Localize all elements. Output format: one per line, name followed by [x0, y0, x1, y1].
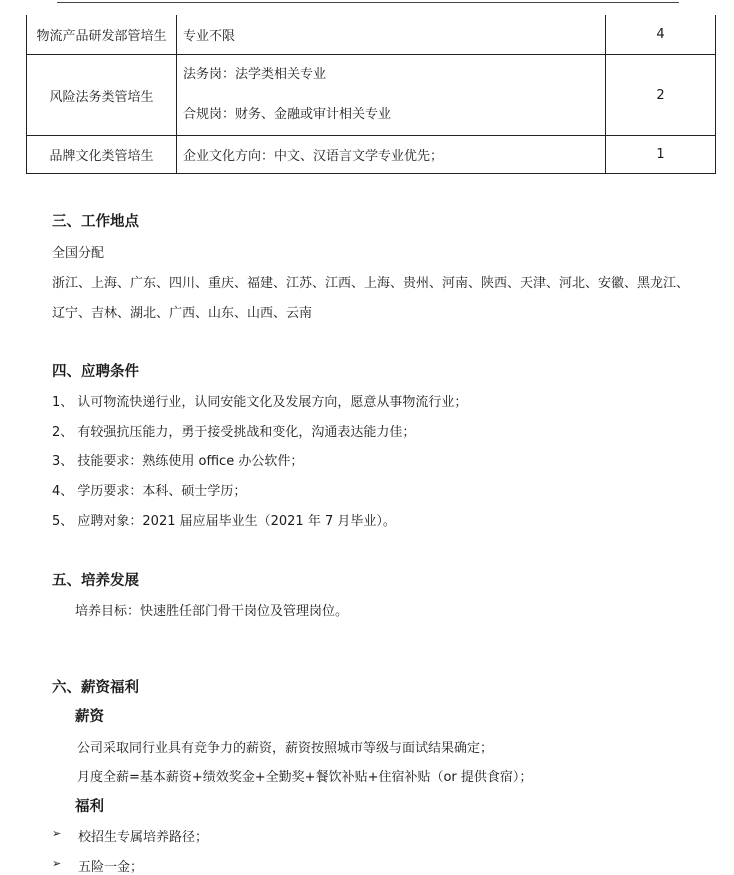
position-name: 风险法务类管培生: [27, 55, 177, 136]
requirement-item: 3、 技能要求：熟练使用 office 办公软件；: [52, 454, 304, 469]
benefit-item: 五险一金；: [78, 860, 144, 875]
salary-line: 月度全薪=基本薪资+绩效奖金+全勤奖+餐饮补贴+住宿补贴（or 提供食宿）；: [77, 770, 533, 785]
table-row: [27, 136, 716, 174]
table-row: [27, 15, 716, 55]
location-summary: 全国分配: [52, 246, 105, 261]
requirement-item: 1、 认可物流快递行业，认同安能文化及发展方向，愿意从事物流行业；: [52, 395, 468, 410]
position-requirement: [177, 55, 606, 136]
requirement-item: 4、 学历要求：本科、硕士学历；: [52, 484, 247, 499]
table-row: [27, 55, 716, 136]
bullet-arrow-icon: ➢: [52, 857, 62, 870]
section-heading-location: 三、工作地点: [52, 214, 139, 230]
position-count: 1: [606, 136, 716, 174]
section-heading-requirements: 四、应聘条件: [52, 364, 139, 380]
requirement-line: 合规岗：财务、金融或审计相关专业: [183, 107, 392, 122]
benefits-subheading: 福利: [75, 799, 104, 815]
position-requirement: 企业文化方向：中文、汉语言文学专业优先；: [177, 136, 606, 174]
bullet-arrow-icon: ➢: [52, 827, 62, 840]
position-count: 4: [606, 15, 716, 55]
location-list-line: 浙江、上海、广东、四川、重庆、福建、江苏、江西、上海、贵州、河南、陕西、天津、河北、安徽、黑龙江、: [52, 276, 690, 291]
section-heading-compensation: 六、薪资福利: [52, 680, 139, 696]
salary-subheading: 薪资: [75, 709, 104, 725]
top-rule: [57, 2, 679, 3]
position-name: 品牌文化类管培生: [27, 136, 177, 174]
benefit-item: 校招生专属培养路径；: [78, 830, 209, 845]
position-count: 2: [606, 55, 716, 136]
position-requirement: 专业不限: [177, 15, 606, 55]
salary-line: 公司采取同行业具有竞争力的薪资，薪资按照城市等级与面试结果确定；: [77, 741, 494, 756]
requirement-line: 法务岗：法学类相关专业: [183, 67, 327, 82]
requirement-item: 2、 有较强抗压能力，勇于接受挑战和变化，沟通表达能力佳；: [52, 425, 416, 440]
development-goal: 培养目标：快速胜任部门骨干岗位及管理岗位。: [75, 604, 349, 619]
location-list-line: 辽宁、吉林、湖北、广西、山东、山西、云南: [52, 306, 313, 321]
section-heading-development: 五、培养发展: [52, 573, 139, 589]
position-name: 物流产品研发部管培生: [27, 15, 177, 55]
requirement-item: 5、 应聘对象：2021 届应届毕业生（2021 年 7 月毕业）。: [52, 514, 396, 529]
positions-table: [26, 15, 716, 174]
